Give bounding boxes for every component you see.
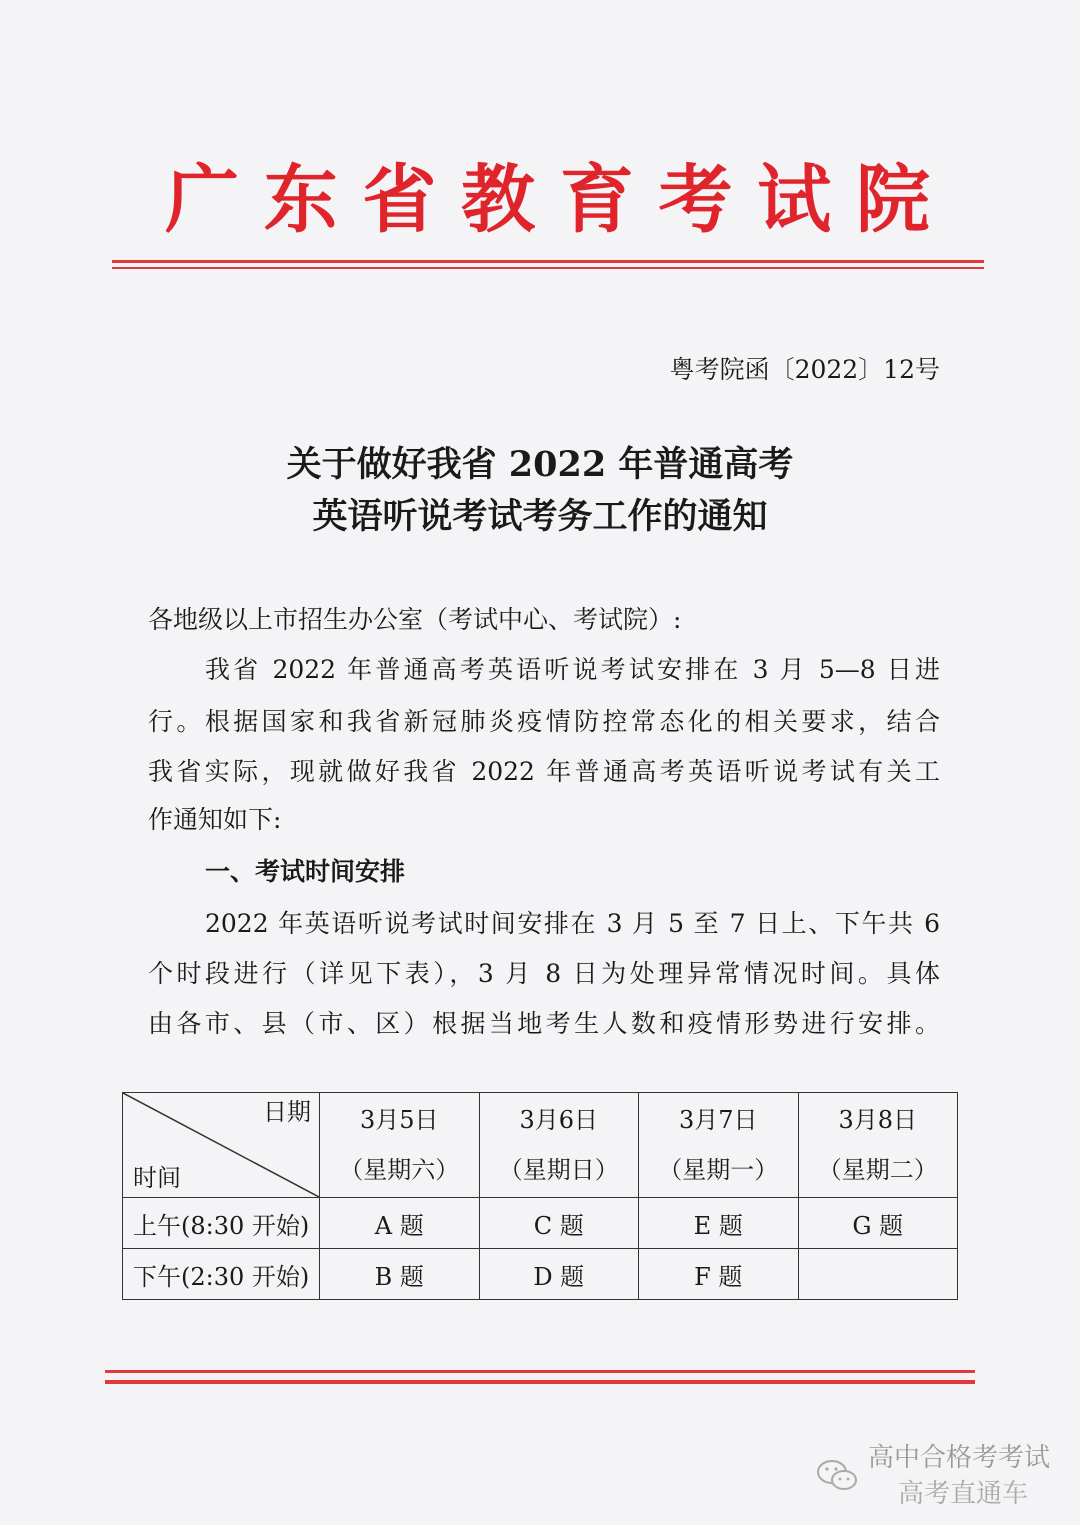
heading-char: 省 (362, 157, 437, 243)
table-row (123, 1198, 958, 1249)
table-cell: C 题 (479, 1198, 639, 1249)
heading-char: 院 (855, 157, 930, 243)
column-date: 3月8日 (838, 1106, 918, 1134)
table-row (123, 1249, 958, 1300)
column-date: 3月6日 (519, 1106, 599, 1134)
table-cell (798, 1249, 958, 1300)
paragraph-line: 个时段进行（详见下表），3 月 8 日为处理异常情况时间。具体 (148, 959, 940, 988)
column-weekday: （星期日） (498, 1156, 619, 1184)
table-cell: A 题 (320, 1198, 480, 1249)
corner-date-label: 日期 (263, 1098, 311, 1126)
schedule-table (122, 1092, 958, 1300)
column-date: 3月7日 (678, 1106, 758, 1134)
paragraph-line: 作通知如下: (148, 805, 282, 834)
heading-char: 考 (658, 157, 733, 243)
wechat-icon (816, 1458, 860, 1494)
table-cell: G 题 (798, 1198, 958, 1249)
watermark-text-overlay: 高考直通车 (897, 1479, 1028, 1509)
document-number: 粤考院函〔2022〕12号 (669, 355, 940, 384)
paragraph-line: 由各市、县（市、区）根据当地考生人数和疫情形势进行安排。 (148, 1009, 940, 1038)
paragraph-line: 我省 2022 年普通高考英语听说考试安排在 3 月 5—8 日进 (205, 655, 940, 684)
document-title-line1: 关于做好我省 2022 年普通高考 (286, 444, 794, 485)
issuer-heading (165, 150, 930, 250)
heading-char: 育 (559, 157, 634, 243)
heading-char: 教 (461, 157, 536, 243)
table-cell: B 题 (320, 1249, 480, 1300)
column-weekday: （星期二） (817, 1156, 938, 1184)
document-title-line2: 英语听说考试考务工作的通知 (312, 496, 768, 537)
watermark-text: 高中合格考考试 (867, 1443, 1050, 1473)
table-cell: F 题 (639, 1249, 799, 1300)
row-label: 上午(8:30 开始) (123, 1198, 320, 1249)
watermark (816, 1440, 1050, 1512)
header-divider (112, 260, 984, 263)
paragraph-line: 我省实际，现就做好我省 2022 年普通高考英语听说考试有关工 (148, 757, 940, 786)
heading-char: 东 (263, 157, 338, 243)
table-cell: E 题 (639, 1198, 799, 1249)
row-label: 下午(2:30 开始) (123, 1249, 320, 1300)
table-header-row (123, 1093, 958, 1198)
column-date: 3月5日 (359, 1106, 439, 1134)
column-weekday: （星期一） (658, 1156, 779, 1184)
column-header (479, 1093, 639, 1198)
column-header (639, 1093, 799, 1198)
header-divider (112, 267, 984, 269)
section-heading: 一、考试时间安排 (205, 857, 406, 886)
heading-char: 试 (757, 157, 832, 243)
table-cell: D 题 (479, 1249, 639, 1300)
footer-divider (105, 1380, 975, 1384)
salutation: 各地级以上市招生办公室（考试中心、考试院）: (148, 605, 682, 634)
paragraph-line: 2022 年英语听说考试时间安排在 3 月 5 至 7 日上、下午共 6 (205, 909, 940, 938)
column-header (320, 1093, 480, 1198)
heading-char: 广 (165, 157, 239, 243)
watermark-texts (868, 1440, 1050, 1512)
column-weekday: （星期六） (339, 1156, 460, 1184)
paragraph-line: 行。根据国家和我省新冠肺炎疫情防控常态化的相关要求，结合 (148, 707, 940, 736)
corner-time-label: 时间 (133, 1164, 181, 1192)
column-header (798, 1093, 958, 1198)
corner-cell (123, 1093, 320, 1198)
footer-divider (105, 1370, 975, 1373)
